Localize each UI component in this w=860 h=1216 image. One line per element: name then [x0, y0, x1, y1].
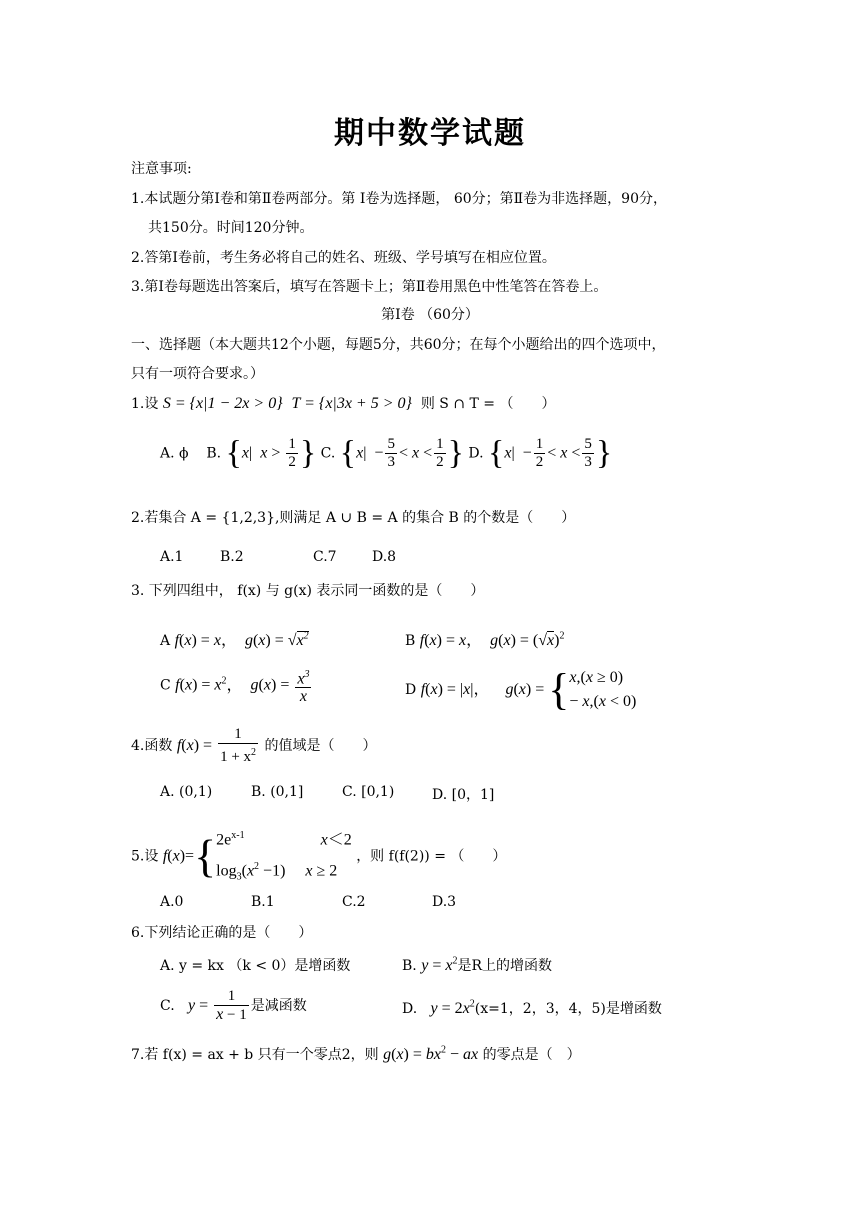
notice-item-2: 2.答第Ⅰ卷前，考生务必将自己的姓名、班级、学号填写在相应位置。 — [131, 250, 556, 266]
q1-set-t: T = {x|3x + 5 > 0} — [291, 395, 412, 412]
q4-option-a: A. (0,1) — [160, 784, 213, 800]
question-5-stem: 5.设 $f(x)=\{2e^{x-1}$ x＜2 $\log_3(x^2 -1)$ x ≥ 2 ，则 f(f(2)) = （ ） — [131, 830, 507, 883]
q3-option-c: C $f(x) = x^2$， g(x) = $\frac{x^3}{x}$ — [160, 666, 313, 705]
page-title: 期中数学试题 — [334, 116, 526, 151]
question-1-options: A. ϕ B. {x| x > $\frac{1}{2}$ } C. {x| − $\frac{5}{3}$ < x < $\frac{1}{2}$ } D. {x| − $\frac{1}{2}$ < x < $\frac{5}{3}$ } — [160, 434, 613, 472]
q5-option-d: D.3 — [432, 894, 457, 910]
question-6-stem: 6.下列结论正确的是（ ） — [131, 925, 313, 941]
q3-option-b: B f(x) = x， $g(x) = (√x)^2$ — [405, 630, 565, 649]
part1-instructions-b: 只有一项符合要求。） — [131, 366, 264, 382]
q1-number: 1.设 — [131, 396, 159, 412]
question-7-stem: 7.若 f(x) = ax + b 只有一个零点2，则 $g(x) = bx^2$ − ax 的零点是（ ） — [131, 1044, 581, 1063]
question-2-stem: 2.若集合 A = {1,2,3},则满足 A ∪ B = A 的集合 B 的个数是（ ） — [131, 510, 576, 526]
q6-option-d: D. $y = 2x^2(x=1$，2，3，4，5)是增函数 — [402, 998, 662, 1017]
q6-option-c: C. y = $\frac{1}{x - 1}$ 是减函数 — [160, 988, 307, 1023]
q2-option-a: A.1 — [160, 549, 184, 565]
q3-option-d: D f(x) = |x|， g(x) = {x,(x ≥ 0) − x,(x < 0) — [405, 665, 637, 714]
question-3-stem: 3. 下列四组中， f(x) 与 g(x) 表示同一函数的是（ ） — [131, 583, 485, 599]
q5-option-b: B.1 — [251, 894, 275, 910]
q5-option-c: C.2 — [342, 894, 366, 910]
q1-set-s: S = {x|1 − 2x > 0} — [162, 395, 283, 412]
q2-option-c: C.7 — [313, 549, 337, 565]
q1-option-c-label: C. — [320, 445, 336, 462]
question-4-stem: 4.函数 f(x) = $\frac{1}{1 + x^2}$ 的值域是（ ） — [131, 726, 377, 765]
q6-option-b: B. $y = x^2$是R上的增函数 — [402, 955, 552, 974]
question-1-stem — [131, 393, 555, 413]
q5-option-a: A.0 — [160, 894, 184, 910]
notice-heading: 注意事项: — [131, 161, 192, 177]
q3-option-a: A f(x) = x， $g(x) = √x^2$ — [160, 630, 309, 649]
notice-item-1b: 共150分。时间120分钟。 — [148, 220, 314, 236]
q1-ask: 则 S ∩ T = （ ） — [420, 396, 556, 412]
notice-item-3: 3.第Ⅰ卷每题选出答案后，填写在答题卡上；第Ⅱ卷用黑色中性笔答在答卷上。 — [131, 279, 608, 295]
q4-option-d: D. [0，1] — [432, 787, 495, 803]
part1-instructions-a: 一、选择题（本大题共12个小题，每题5分，共60分；在每个小题给出的四个选项中， — [131, 337, 666, 353]
q6-option-a: A. y = kx （k < 0）是增函数 — [160, 958, 351, 974]
q4-option-b: B. (0,1] — [251, 784, 304, 800]
q2-option-b: B.2 — [220, 549, 244, 565]
section-heading: 第Ⅰ卷 （60分） — [381, 307, 479, 323]
notice-item-1a: 1.本试题分第Ⅰ卷和第Ⅱ卷两部分。第 Ⅰ卷为选择题， 60分；第Ⅱ卷为非选择题，90分， — [131, 191, 667, 207]
q4-option-c: C. [0,1) — [342, 784, 395, 800]
q1-option-d-label: D. — [468, 445, 484, 462]
q1-option-a: A. ϕ — [160, 445, 189, 462]
q2-option-d: D.8 — [372, 549, 397, 565]
q1-option-b-label: B. — [206, 445, 222, 462]
